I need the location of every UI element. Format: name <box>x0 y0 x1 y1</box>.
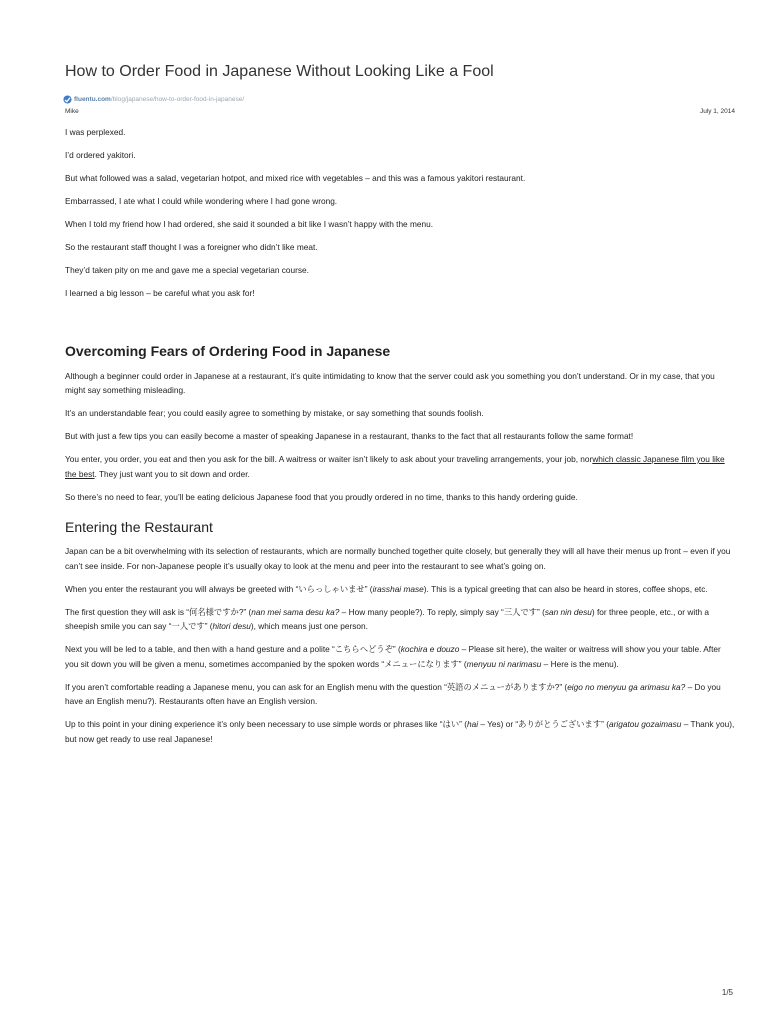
intro-paragraph: They’d taken pity on me and gave me a special vegetarian course. <box>65 265 309 275</box>
article-title: How to Order Food in Japanese Without Looking Like a Fool <box>65 63 494 80</box>
page-number: 1/5 <box>721 988 733 997</box>
source-path: /blog/japanese/how-to-order-food-in-japanese/ <box>110 95 245 103</box>
source-url[interactable] <box>63 94 735 104</box>
author: Mike <box>65 108 79 115</box>
intro-paragraph: But what followed was a salad, vegetarian hotpot, and mixed rice with vegetables – and this was a famous yakitori restaurant. <box>65 173 526 183</box>
source-host: fluentu.com <box>74 95 111 103</box>
intro-paragraph: Embarrassed, I ate what I could while wondering where I had gone wrong. <box>65 196 338 206</box>
paragraph: The first question they will ask is “何名様ですか?” (nan mei sama desu ka? – How many people?). To reply, simply say “三人です” (san nin desu) for three people, etc., or with a sheepish smile you can say “一人です” (hitori desu), which means just one person. <box>65 606 710 631</box>
paragraph: Although a beginner could order in Japanese at a restaurant, it’s quite intimidating to know that the server could ask you something you don’t understand. Or in my case, that you might say something misleading. <box>65 370 715 395</box>
section-heading-fears: Overcoming Fears of Ordering Food in Japanese <box>65 342 391 359</box>
document-page <box>65 62 735 755</box>
classic-film-link[interactable]: which classic Japanese film you like the best <box>65 454 725 479</box>
publish-date: July 1, 2014 <box>699 108 735 115</box>
paragraph: But with just a few tips you can easily become a master of speaking Japanese in a restaurant, thanks to the fact that all restaurants follow the same format! <box>65 431 634 441</box>
intro-paragraph: I’d ordered yakitori. <box>65 150 136 160</box>
intro-paragraph: I was perplexed. <box>65 127 126 137</box>
paragraph: Up to this point in your dining experience it’s only been necessary to use simple words or phrases like “はい” (hai – Yes) or “ありがとうございます” (arigatou gozaimasu – Thank you), but now get ready to use real Japanese! <box>65 719 735 744</box>
paragraph: Japan can be a bit overwhelming with its selection of restaurants, which are normally bunched together quite closely, but generally they will all have their menus up front – even if you can’t see inside. For non-Japanese people it’s usually okay to look at the menu and peer into the restaurant to see what’s going on. <box>65 546 731 571</box>
paragraph: Next you will be led to a table, and then with a hand gesture and a polite “こちらへどうぞ” (kochira e douzo – Please sit here), the waiter or waitress will show you your table. After you sit down you will be given a menu, sometimes accompanied by the spoken words “メニューになります” (menyuu ni narimasu – Here is the menu). <box>65 644 721 669</box>
section-heading-entering: Entering the Restaurant <box>65 519 213 535</box>
intro-paragraph: I learned a big lesson – be careful what you ask for! <box>65 288 255 298</box>
paragraph: You enter, you order, you eat and then you ask for the bill. A waitress or waiter isn’t likely to ask about your traveling arrangements, your job, norwhich classic Japanese film you like the best. They just want you to sit down and order. <box>65 454 725 479</box>
intro-paragraph: When I told my friend how I had ordered, she said it sounded a bit like I wasn’t happy with the menu. <box>65 219 434 229</box>
paragraph: It’s an understandable fear; you could easily agree to something by mistake, or say something that sounds foolish. <box>65 408 484 418</box>
paragraph: If you aren’t comfortable reading a Japanese menu, you can ask for an English menu with the question “英語のメニューがありますか?” (eigo no menyuu ga arimasu ka? – Do you have an English menu?). Restaurants often have an English version. <box>65 681 721 706</box>
article-meta <box>65 108 735 115</box>
intro-paragraph: So the restaurant staff thought I was a foreigner who didn’t like meat. <box>65 242 318 252</box>
fluentu-logo-icon <box>63 95 72 104</box>
paragraph: When you enter the restaurant you will always be greeted with “いらっしゃいませ” (irasshai mase). This is a typical greeting that can also be heard in stores, coffee shops, etc. <box>65 583 708 594</box>
paragraph: So there’s no need to fear, you’ll be eating delicious Japanese food that you proudly ordered in no time, thanks to this handy ordering guide. <box>65 491 578 502</box>
